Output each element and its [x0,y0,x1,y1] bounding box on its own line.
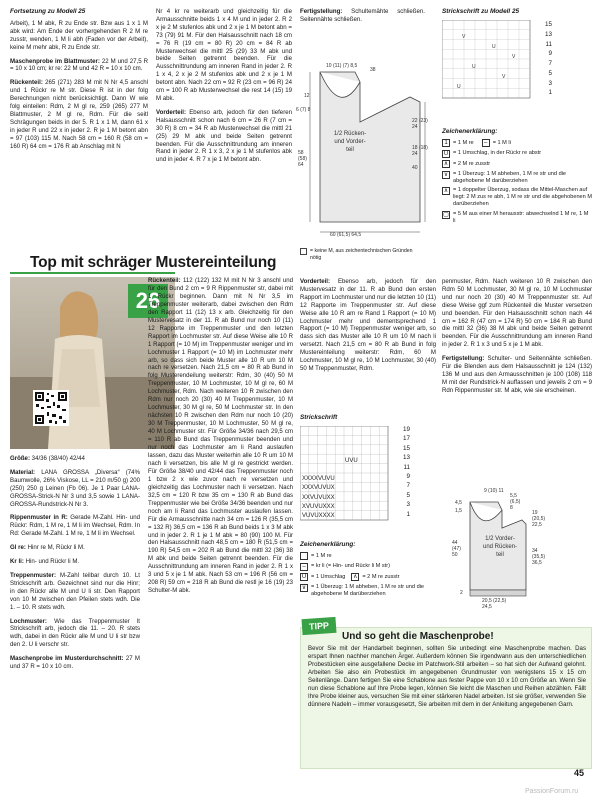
svg-text:V: V [462,34,466,40]
right-column-b [442,278,592,401]
paragraph-finishing-26: Fertigstellung: Schulter- und Seitennähte schließen. Für die Blenden aus dem Halsausschnitt je 124 (132) 136 M und aus den Armausschnitten je 100 (108) 118 M mit der Rundstrick-N auffassen und jeweils 2 cm = 9 Rdn Rippenmuster str. M abk, wie sie erscheinen. [442,355,592,394]
chart-row-label: 15 [544,21,552,28]
model-number-badge: 26 [128,284,168,318]
legend-26 [300,541,435,600]
legend-item: 1 = 1 M re – = 1 M li [442,139,592,147]
schematic-measure: 5,5 (6,5) 8 [510,493,521,511]
chart-row-label: 11 [403,463,410,471]
chart-title-26: Strickschrift [300,414,338,421]
chart-row-label: 9 [548,50,552,58]
paragraph-reverse: Kr li: Hin- und Rückr li M. [10,558,80,566]
schematic-measure: 44 (47) 50 [452,540,461,558]
paragraph-stockinette: Gl re: Hinr re M, Rückr li M. [10,544,85,552]
schematic-measure: 1,5 [455,508,462,514]
schematic-measure-top: 10 (11) (7) 8,5 [326,63,358,69]
paragraph-material: Material: LANA GROSSA „Diversa“ (74% Baumwolle, 26% Viskose, LL = 210 m/50 g) 200 (250) 250 g Leinen (Fb 06). Je 1 Paar LANA-GROSSA-Strick-N Nr 3 und 3,5 sowie 1 LANA-GROSSA-Rundstrick-N Nr 3. [10,468,140,508]
tip-text: Bevor Sie mit der Handarbeit beginnen, sollten Sie unbedingt eine Maschenprobe machen. Das erspart Ihnen nachher manchen Ärger. Außerdem können Sie irgendwann aus den unterschiedlichen Probestücken eine ausgefallene Decke im Patchwork-Stil arbeiten – so hat sich der Aufwand gelohnt. Arbeiten Sie also ein Probestück im angegebenen Grundmuster von wenigstens 15 x 15 cm Seitenlänge. Dann fertigen Sie eine Schablone aus fester Pappe von 10 x 10 cm Größe an. Wenn Sie nun diese Schablone auf Ihre Probe legen, können Sie leicht die Maschen und Reihen abzählen. Fällt Ihre Probe kleiner aus, versuchen Sie mit einer stärkeren Nadel arbeiten. Ist sie größer, verwenden Sie dünnere Nadeln – immer vorausgesetzt, Sie arbeiten mit dem in der Anleitung angegebenen Garn. [308,645,586,708]
watermark: PassionForum.ru [525,788,579,795]
svg-text:UVU: UVU [345,458,358,464]
paragraph-gauge: Maschenprobe im Blattmuster: 22 M und 27,5 R = 10 x 10 cm; kr re: 22 M und 42 R = 10 x 10 cm. [10,57,148,73]
schematic-measure-6: 6 (7) 8 [296,107,311,113]
schematic-measure: 20,5 (22,5) 24,5 [482,598,507,610]
tip-title: Und so geht die Maschenprobe! [342,631,494,642]
top-column-3 [300,8,425,30]
chart-row-label: 5 [548,69,552,77]
legend-title: Zeichenerklärung: [442,128,498,135]
left-column-26 [10,455,140,677]
schematic-measure-38: 38 [370,67,376,73]
continuation-header: Fortsetzung zu Modell 25 [10,8,86,15]
section-rule [10,272,175,274]
schematic-width: 60 (61,5) 64,5 [330,232,362,238]
svg-text:XXVUVUXX: XXVUVUXX [302,495,335,501]
schematic-measure: 4,5 [455,500,462,506]
top-column-1 [10,8,148,157]
paragraph-gauge-26: Maschenprobe im Musterdurchschnitt: 27 M und 37 R = 10 x 10 cm. [10,655,140,671]
legend-item: ∧ = 1 doppelter Überzug, sodass die Mittel-Maschen auf liegt: 2 M zus re abh, 1 M re str und die abgehobenen M darüberziehen [443,187,592,207]
schematic-measure: 19 (20,5) 22,5 [532,510,546,528]
section-title: Top mit schräger Mustereinteilung [30,254,277,271]
schematic-measure-40: 40 [412,165,418,171]
svg-text:U: U [492,44,496,50]
qr-code[interactable] [33,390,69,426]
schematic-measure-12: 12 [304,93,310,99]
schematic-measure-22: 22 (23) 24 [412,118,428,130]
schematic-measure-18: 18 (18) 24 [412,145,428,157]
paragraph-back-cont: Nr 4 kr re weiterarb und gleichzeitig für die Armausschnitte beids 1 x 4 M und in jeder 2. R 2 x je 2 M stufenlos abk und 2 x je 1 M betont abn = 73 (79) 91 M. Für den Halsausschnitt nach 18 cm = 76 R (19 cm = 80 R) 20 cm = 84 R ab Musterwechsel die mittl 25 (29) 33 M abk und beide Seiten getrennt beenden. Für die Ausschnittrundung am inneren Rand in jeder 2. R 1 x 4, 2 x je 2 M stufenlos abk und 2 x je 1 M betont abn. Nach 22 cm = 92 R (23 cm = 96 R) 24 cm = 100 R ab Musterwechsel die rest 14 (15) 19 M abk. [156,8,292,102]
knitting-chart-25 [442,20,532,100]
svg-text:XVUVUXXX: XVUVUXXX [302,504,335,510]
top-column-2 [156,8,292,170]
chart-row-label: 13 [402,454,410,462]
empty-cell-icon [300,248,307,255]
chart-row-label: 17 [402,435,410,443]
paragraph-front-26: Vorderteil: Ebenso arb, jedoch für den Mustervesatz in der 11. R ab Bund den ersten Rapport im Lochmuster und nur die letzten 10 (11) 12 Rapporte im Treppenmuster str. Auf diese Weise alle 10 R am re Rand 1 Rapport (= 10 M) Lochmuster mehr und dementsprechend 1 Rapport (= 10 M) Treppenmuster weniger arb, so dass sich das Muster alle 10 R um 10 M nach li versetzt. Nach 21,5 cm = 80 R ab Bund in folg Mustereinteilung weiterstr: Rdm, 60 M Lochmuster, 10 M gl re, 10 M Lochmuster, 30 (40) 50 M Treppenmuster, Rdm. [300,278,436,372]
svg-text:V: V [512,54,516,60]
chart-row-label: 19 [402,426,410,433]
paragraph-sizes: Größe: 34/36 (38/40) 42/44 [10,455,85,462]
legend-25 [442,128,592,227]
svg-text:XXXVUVUX: XXXVUVUX [302,485,335,491]
chart-title-25: Strickschrift zu Modell 25 [442,8,520,15]
chart-row-label: 9 [406,473,410,481]
paragraph-bind-off: Arbeit), 1 M abk, R zu Ende str. Bzw aus 1 x 1 M abk wird: Am Ende der vorhergehenden R 2 M re zusstr, wenden, 1 M li abh (Faden vor der Arbeit), keine M mehr abk, R zu Ende str. [10,19,148,51]
chart-row-label: 15 [402,444,410,452]
schematic-part-label: 1/2 Vorder- und Rücken- teil [482,536,518,558]
chart-row-label: 11 [545,40,552,48]
schematic-measure-58: 58 (58) 64 [298,150,307,168]
chart-row-label: 7 [406,482,410,490]
paragraph-rib: Rippenmuster in R: Gerade M-Zahl. Hin- und Rückr: Rdm, 1 M re, 1 M li im Wechsel, Rdm. In Rd: Gerade M-Zahl. 1 M re, 1 M li im Wechsel. [10,514,141,538]
svg-text:U: U [472,64,476,70]
tip-tag: TIPP [301,617,336,635]
paragraph-back: Rückenteil: 265 (271) 283 M mit N Nr 4,5 anschl und 1 Rückr re M str. Diese R ist in der folg Berechnungen nicht berücksichtigt. Dann W wie folg einteilen: Rdm, 2 M gl re, 259 (265) 277 M Blattmuster, 2 M gl re, Rdm. Für die seitl Schrägungen beids in der 5. R 1 x 1 M, dann 61 x in jeder R und 22 x in jeder 2. R je 1 M betont abn = 97 (103) 115 M. Nach 58 cm = 160 R (58 cm = 160 R) 64 cm = 176 R ab Anschlag mit N [10,79,148,150]
legend-title: Zeichenerklärung: [300,541,356,548]
svg-text:U: U [457,84,461,90]
middle-column-26 [148,278,293,602]
svg-text:XXXXVUVU: XXXXVUVU [302,476,335,482]
legend-item: ∨ = 1 Überzug: 1 M abheben, 1 M re str und die abgehobene M darüberziehen [443,170,567,184]
chart-row-numbers-25 [536,20,552,98]
svg-text:V: V [502,74,506,80]
legend-item: – = kr li (= Hin- und Rückr li M str) [300,563,435,571]
svg-text:VUVUXXXX: VUVUXXXX [302,513,335,519]
schematic-part-label: 1/2 Rücken- und Vorder- teil [333,131,367,153]
chart-row-label: 3 [406,501,410,509]
legend-item: U = 1 Umschlag ∧ = 2 M re zusstr [301,573,400,580]
top-column-4 [442,8,592,15]
paragraph-lace-pattern: Lochmuster: Wie das Treppenmuster lt Strickschrift arb, jedoch die 11. – 20. R stets wdh, dabei in den Rückr alle M und U li str bzw den 2. U li verschr str. [10,617,140,649]
chart-row-numbers-26 [394,425,410,519]
schematic-measure: 9 (10) 11 [484,488,504,494]
schematic-footnote: = keine M, aus zeichentechnischen Gründen nötig [300,248,425,261]
legend-item: ∨ = 1 Überzug: 1 M abheben, 1 M re str und die abgehobene M darüberziehen [301,583,425,597]
right-column-a [300,278,436,379]
paragraph-finishing: Fertigstellung: Schultemähte schließen. Seitennähte schließen. [300,8,425,23]
knitting-chart-26 [300,426,390,521]
chart-row-label: 7 [548,60,552,67]
paragraph-step-pattern: Treppenmuster: M-Zahl teilbar durch 10. Lt Strickschrift arb. Gezeichnet sind nur die Hinr; in den Rückr alle M und U li str. Den Rapport von 10 M zwischen den Pfeilen stets wdh. Die 1. – 10. R stets wdh. [10,571,140,611]
paragraph-front: Vorderteil: Ebenso arb, jedoch für den tieferen Halsausschnitt schon nach 6 cm = 26 R (7 cm = 30 R) 8 cm = 34 R ab Musterwechsel die mittl 21 (25) 29 M abk und beide Seiten getrennt beenden. Für die Ausschnittrundung am inneren Rand in jeder 2. R 1 x 3, 2 x je 1 M stufenlos abk und in jeder 4. R 7 x je 1 M betont abn. [156,108,292,164]
schematic-measure: 34 (35,5) 36,5 [532,548,546,566]
page-number: 45 [574,768,585,778]
chart-row-label: 13 [544,30,552,38]
chart-row-label: 1 [406,510,410,518]
legend-item: = 1 M re [300,552,435,560]
paragraph-back-26: Rückenteil: 112 (122) 132 M mit N Nr 3 anschl und für den Bund 2 cm = 9 R Rippenmuster str, dabei mit 1 Rückr beginnen. Dann mit N Nr 3,5 im Treppenmuster weiterarb, dabei zwischen den Rdm den Rapport 11 (12) 13 x arb. Gleichzeitig für den Mustervesatz in der 11. R ab Bund nur noch 10 (11) 12 Rapporte im Treppenmuster und den letzten Rapport im Lochmuster str. Auf diese Weise alle 10 R 1 Rapport (= 10 M) im Treppenmuster weniger und im Lochmuster 1 Rapport (= 10 M) im Lochmuster mehr arb, so dass sich beide Muster alle 10 R um 10 M nach re versetzen. Nach 21,5 cm = 80 R ab Bund in folg Musterendeilung weiterstr: Rdm, 30 (40) 50 M Treppenmuster, 10 M Lochmuster, 10 M gl re, 60 M Lochmuster, Rdm. Nach weiteren 10 R zwischen den Rdm nur noch 20 (30) 40 M Treppenmuster, 10 M Lochmuster, 30 M gl re, 50 M Lochmuster str. In den nächsten 10 R zwischen den Rdm nur noch 10 (20) 30 M Treppenmuster, 10 M Lochmuster, 50 M gl re, 40 M Lochmuster str. Für Größe 34/36 nach 29,5 cm = 110 R ab Bund das Treppenmuster beenden und nur noch das Lochmuster am li Rand auslaufen lassen, dazu das Muster weiterhin alle 10 R um 10 M nach li versetzen, bis alle M gl re gestrickt werden. Für Größe 38/40 und 42/44 das Treppenmuster noch 1 bzw 2 x wie zuvor nach re versetzen und gleichzeitig das Lochmuster nach li versetzen. Nach 32,5 cm = 120 R bzw 35 cm = 130 R ab Bund das Treppenmuster wie bei Größe 34/36 beenden und nur noch am li Rand das Lochmuster auslaufen lassen. Für die Armausschnitte nach 34 cm = 126 R (35,5 cm = 132 R) 36,5 cm = 136 R ab Bund beids 1 x 3 M abk und in jeder 2. R 1 je 1 M abk = 80 (90) 100 M. Für den Halsausschnitt nach 48,5 cm = 180 R (51,5 cm = 190 R) 54,5 cm = 202 R ab Bund die mittl 32 (36) 38 M abk und beide Seiten getrennt beenden. Für die Ausschnittrundung am inneren Rand in jeder 2. R 1 x 3 und 5 x je 1 M abk. Nach 53 cm = 196 R (56 cm = 208 R) 59 cm = 218 R ab Bund die restl je 16 (19) 23 Schulter-M abk. [148,278,293,595]
chart-row-label: 5 [406,491,410,499]
paragraph-front-cont: penmuster, Rdm. Nach weiteren 10 R zwischen den Rdm 50 M Lochmuster, 30 M gl re, 10 M Lochmuster und nur noch 20 (30) 40 M Treppenmuster str. Auf diese Weise ggf zum Rückenteil die Muster versetzen und beenden. Für den Halsausschnitt schon nach 44 cm = 162 R (47 cm = 174 R) 50 cm = 184 R ab Bund die mittl 32 (36) 38 M abk und beide Seiten getrennt beenden. Für die Ausschnittrundung am inneren Rand in jeder 2. R 1 x 3 und 5 x je 1 M abk. [442,278,592,349]
legend-item: U = 1 Umschlag, in der Rückr re abstr [443,150,542,157]
chart-row-label: 3 [548,79,552,87]
legend-item: ∧ = 2 M re zusstr [443,160,491,167]
chart-row-label: 1 [548,89,552,97]
legend-item: ▢ = 5 M aus einer M herausstr: abwechselnd 1 M re, 1 M li [443,210,589,224]
schematic-measure: 2 [460,590,463,596]
